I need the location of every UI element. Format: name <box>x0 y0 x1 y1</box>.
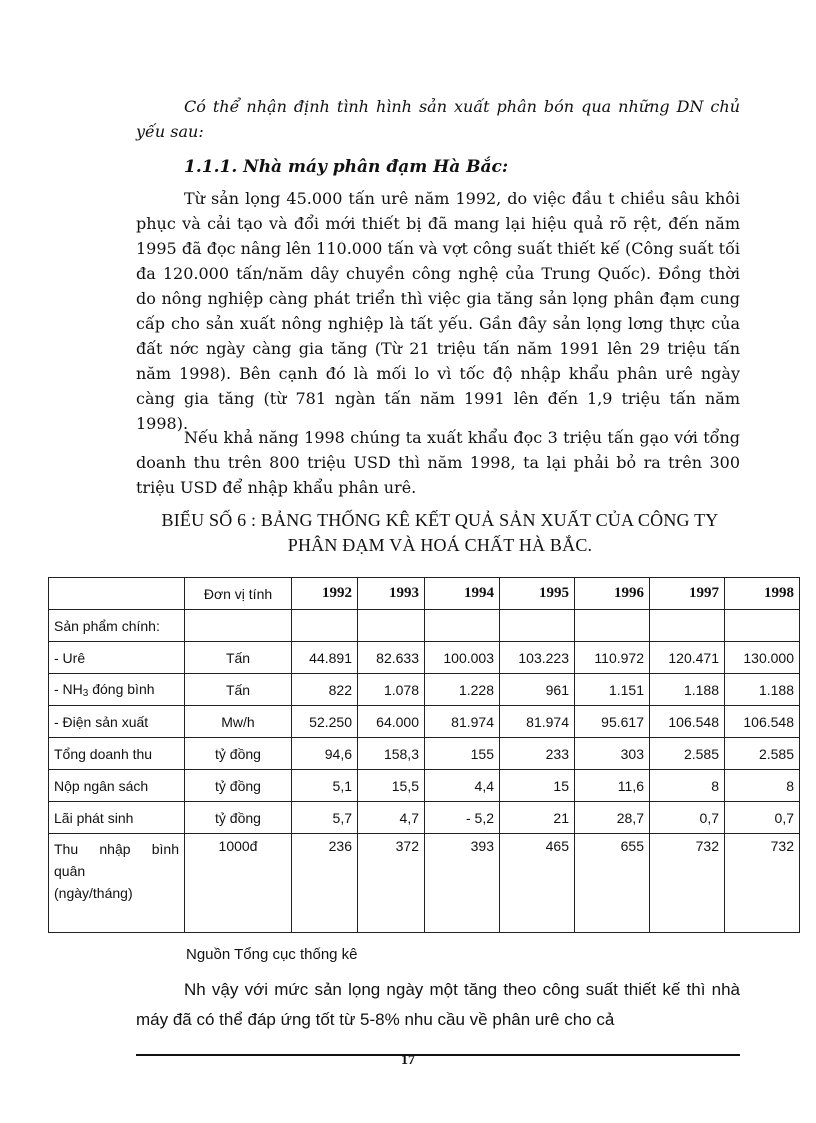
row-label <box>49 834 185 933</box>
cell-value: 95.617 <box>575 706 650 738</box>
cell-value: 110.972 <box>575 642 650 674</box>
table-row <box>49 674 800 706</box>
section-heading: 1.1.1. Nhà máy phân đạm Hà Bắc: <box>184 157 509 177</box>
intro-paragraph: Có thể nhận định tình hình sản xuất phân bón qua những DN chủ yếu sau: <box>136 97 740 141</box>
body-paragraph-1: Từ sản lọng 45.000 tấn urê năm 1992, do việc đầu t chiều sâu khôi phục và cải tạo và đổi mới thiết bị đã mang lại hiệu quả rõ rệt, đến năm 1995 đã đọc nâng lên 110.000 tấn và vợt công suất thiết kế (Công suất tối đa 120.000 tấn/năm dây chuyền công nghệ của Trung Quốc). Đồng thời do nông nghiệp càng phát triển thì việc gia tăng sản lọng phân đạm cung cấp cho sản xuất nông nghiệp là tất yếu. Gần đây sản lọng lơng thực của đất nớc ngày càng gia tăng (Từ 21 triệu tấn năm 1991 lên 29 triệu tấn năm 1998). Bên cạnh đó là mối lo vì tốc độ nhập khẩu phân urê ngày càng gia tăng (từ 781 ngàn tấn năm 1991 lên đến 1,9 triệu tấn năm 1998). <box>136 189 740 433</box>
row-label <box>49 674 185 706</box>
cell-value: 52.250 <box>292 706 358 738</box>
production-stats-table <box>48 577 800 933</box>
cell-value: 4,4 <box>425 770 500 802</box>
cell-value: 44.891 <box>292 642 358 674</box>
cell-value: 15 <box>500 770 575 802</box>
cell-value: 28,7 <box>575 802 650 834</box>
cell-value <box>292 610 358 642</box>
cell-value: 2.585 <box>725 738 800 770</box>
cell-value: 2.585 <box>650 738 725 770</box>
cell-value: 393 <box>425 834 500 933</box>
table-row <box>49 802 800 834</box>
row-label: Tổng doanh thu <box>49 738 185 770</box>
table-caption-line-2: PHÂN ĐẠM VÀ HOÁ CHẤT HÀ BẮC. <box>287 535 593 555</box>
table-row <box>49 834 800 933</box>
cell-value: 94,6 <box>292 738 358 770</box>
cell-value: 0,7 <box>725 802 800 834</box>
row-unit: tỷ đồng <box>185 802 292 834</box>
cell-value: 465 <box>500 834 575 933</box>
table-row <box>49 610 800 642</box>
cell-value: 158,3 <box>358 738 425 770</box>
cell-value: 8 <box>650 770 725 802</box>
cell-value: 233 <box>500 738 575 770</box>
header-label-cell <box>49 578 185 610</box>
row-label: - Urê <box>49 642 185 674</box>
cell-value: 961 <box>500 674 575 706</box>
cell-value: 732 <box>650 834 725 933</box>
cell-value: 15,5 <box>358 770 425 802</box>
row-label: Nộp ngân sách <box>49 770 185 802</box>
header-unit-cell: Đơn vị tính <box>185 578 292 610</box>
cell-value <box>358 610 425 642</box>
cell-value: 81.974 <box>425 706 500 738</box>
row-unit: 1000đ <box>185 834 292 933</box>
table-caption-line-1: BIỂU SỐ 6 : BẢNG THỐNG KÊ KẾT QUẢ SẢN XUẤT CỦA CÔNG TY <box>161 510 719 530</box>
cell-value: 372 <box>358 834 425 933</box>
cell-value: 130.000 <box>725 642 800 674</box>
header-year-1992: 1992 <box>292 578 358 610</box>
cell-value: 4,7 <box>358 802 425 834</box>
cell-value: 303 <box>575 738 650 770</box>
row-unit: Mw/h <box>185 706 292 738</box>
row-unit: Tấn <box>185 674 292 706</box>
cell-value <box>425 610 500 642</box>
cell-value: 1.188 <box>650 674 725 706</box>
cell-value: 82.633 <box>358 642 425 674</box>
cell-value: 822 <box>292 674 358 706</box>
cell-value: 103.223 <box>500 642 575 674</box>
cell-value <box>725 610 800 642</box>
cell-value: 106.548 <box>725 706 800 738</box>
header-year-1997: 1997 <box>650 578 725 610</box>
header-year-1993: 1993 <box>358 578 425 610</box>
cell-value: 106.548 <box>650 706 725 738</box>
cell-value: 120.471 <box>650 642 725 674</box>
row-label-subscript: 3 <box>82 687 89 699</box>
cell-value <box>575 610 650 642</box>
row-unit <box>185 610 292 642</box>
header-year-1998: 1998 <box>725 578 800 610</box>
table-row <box>49 642 800 674</box>
row-label-suffix: đóng bình <box>88 680 155 697</box>
cell-value: 81.974 <box>500 706 575 738</box>
cell-value: 155 <box>425 738 500 770</box>
cell-value: 64.000 <box>358 706 425 738</box>
row-label: - Điện sản xuất <box>49 706 185 738</box>
header-year-1996: 1996 <box>575 578 650 610</box>
row-unit: Tấn <box>185 642 292 674</box>
header-year-1995: 1995 <box>500 578 575 610</box>
row-label-line-2: (ngày/tháng) <box>54 885 133 901</box>
cell-value <box>500 610 575 642</box>
cell-value: 11,6 <box>575 770 650 802</box>
cell-value <box>650 610 725 642</box>
table-row <box>49 706 800 738</box>
body-paragraph-2: Nếu khả năng 1998 chúng ta xuất khẩu đọc 3 triệu tấn gạo với tổng doanh thu trên 800 triệu USD thì năm 1998, ta lại phải bỏ ra trên 300 triệu USD để nhập khẩu phân urê. <box>136 428 740 497</box>
cell-value: 1.151 <box>575 674 650 706</box>
cell-value: 21 <box>500 802 575 834</box>
cell-value: - 5,2 <box>425 802 500 834</box>
cell-value: 1.188 <box>725 674 800 706</box>
table-caption <box>100 508 780 558</box>
cell-value: 5,7 <box>292 802 358 834</box>
header-year-1994: 1994 <box>425 578 500 610</box>
cell-value: 1.078 <box>358 674 425 706</box>
cell-value: 100.003 <box>425 642 500 674</box>
table-row <box>49 770 800 802</box>
row-label: Lãi phát sinh <box>49 802 185 834</box>
cell-value: 5,1 <box>292 770 358 802</box>
table-row <box>49 738 800 770</box>
cell-value: 732 <box>725 834 800 933</box>
row-unit: tỷ đồng <box>185 738 292 770</box>
row-label-prefix: - NH <box>54 680 83 697</box>
cell-value: 8 <box>725 770 800 802</box>
cell-value: 236 <box>292 834 358 933</box>
table-header-row <box>49 578 800 610</box>
source-note: Nguồn Tổng cục thống kê <box>186 946 358 963</box>
cell-value: 655 <box>575 834 650 933</box>
row-unit: tỷ đồng <box>185 770 292 802</box>
row-label-line-1: Thu nhập bình quân <box>54 841 179 879</box>
body-paragraph-3: Nh vậy với mức sản lọng ngày một tăng theo công suất thiết kế thì nhà máy đã có thể đáp ứng tốt từ 5-8% nhu cầu về phân urê cho cả <box>136 980 740 1029</box>
cell-value: 1.228 <box>425 674 500 706</box>
cell-value: 0,7 <box>650 802 725 834</box>
page-number: 17 <box>401 1053 415 1068</box>
row-label: Sản phẩm chính: <box>49 610 185 642</box>
